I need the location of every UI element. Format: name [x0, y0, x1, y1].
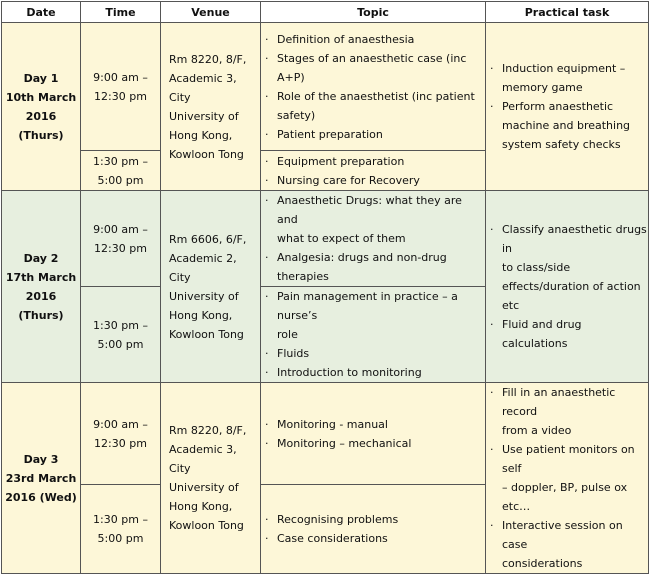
day-date-line: 2016 (Thurs) — [18, 289, 64, 322]
day-row-morning — [2, 191, 649, 287]
time-line: 9:00 am – — [93, 70, 148, 84]
afternoon-time-cell — [81, 287, 161, 383]
time-line: 5:00 pm — [97, 532, 144, 546]
venue-line: Kowloon Tong — [169, 147, 244, 161]
topic-item-line: · Case considerations — [277, 532, 388, 546]
topic-item-line: · Definition of anaesthesia — [277, 32, 415, 46]
venue-line: University of — [169, 481, 239, 494]
time-line: 1:30 pm – — [93, 154, 148, 168]
day-date-line: Day 3 — [23, 452, 59, 466]
venue-line: University of — [169, 289, 239, 303]
task-item — [486, 97, 648, 154]
venue-line: Rm 8220, 8/F, — [169, 52, 247, 66]
day-row-morning — [2, 383, 649, 485]
topic-item-line: · Pain management in practice – a nurse’s — [277, 290, 458, 322]
time-line: 1:30 pm – — [93, 513, 148, 527]
topic-item — [263, 152, 485, 171]
task-item — [486, 383, 648, 440]
venue-cell — [161, 383, 261, 574]
time-line: 5:00 pm — [97, 173, 144, 187]
task-item-line: memory game — [502, 81, 583, 94]
topic-item — [263, 415, 485, 434]
venue-line: Academic 2, City — [169, 251, 237, 284]
topic-item — [263, 191, 485, 248]
task-item-line: · Fluid and drug calculations — [502, 318, 582, 350]
venue-line: Kowloon Tong — [169, 327, 244, 341]
day-date-cell — [2, 191, 81, 383]
topic-item — [263, 248, 485, 286]
topic-item-line: · Analgesia: drugs and non-drug therapies — [277, 251, 447, 283]
topic-item-line: · Patient preparation — [277, 127, 383, 141]
morning-topics-cell — [261, 383, 486, 485]
venue-line: Hong Kong, — [169, 500, 233, 513]
topic-item-line: · Stages of an anaesthetic case (inc A+P) — [277, 51, 467, 84]
topic-item-line: · Recognising problems — [277, 513, 399, 527]
topic-item — [263, 363, 485, 382]
task-item — [486, 220, 648, 315]
venue-line: Rm 8220, 8/F, — [169, 424, 247, 437]
topic-item-line: · Role of the anaesthetist (inc patient — [277, 89, 475, 103]
day-date-line: Day 2 — [23, 251, 59, 265]
header-practical-task: Practical task — [486, 2, 649, 23]
time-line: 12:30 pm — [94, 241, 147, 255]
task-item-line: · Use patient monitors on self — [502, 443, 635, 475]
topic-item-line: · Fluids — [277, 347, 310, 360]
day-date-line: 2016 (Wed) — [5, 490, 77, 504]
topic-item-line: · Equipment preparation — [277, 154, 405, 168]
topic-item-line: · Monitoring – mechanical — [277, 436, 412, 450]
task-item-line: · Fill in an anaesthetic record — [502, 386, 616, 418]
time-line: 12:30 pm — [94, 89, 147, 103]
morning-topics-cell — [261, 191, 486, 287]
topic-item-line: · Anaesthetic Drugs: what they are and — [277, 194, 462, 226]
topic-item-line: · Monitoring - manual — [277, 417, 388, 431]
day-date-line: 10th March — [5, 90, 77, 104]
topic-item — [263, 434, 485, 453]
afternoon-time-cell — [81, 485, 161, 574]
venue-cell — [161, 191, 261, 383]
afternoon-topics-cell — [261, 287, 486, 383]
task-item-line: from a video — [502, 424, 572, 437]
morning-topics-cell — [261, 23, 486, 151]
afternoon-time-cell — [81, 151, 161, 191]
task-item-line: considerations — [502, 557, 583, 570]
venue-line: Rm 6606, 6/F, — [169, 232, 247, 246]
task-item — [486, 315, 648, 353]
venue-line: Academic 3, City — [169, 443, 237, 475]
task-item-line: · Interactive session on case — [502, 519, 623, 551]
topic-item — [263, 125, 485, 144]
topic-item — [263, 87, 485, 125]
task-item — [486, 516, 648, 573]
topic-item-line: safety) — [277, 108, 316, 122]
task-item-line: system safety checks — [502, 138, 621, 151]
header-date: Date — [2, 2, 81, 23]
task-item — [486, 59, 648, 97]
venue-cell — [161, 23, 261, 191]
day-row-morning — [2, 23, 649, 151]
morning-time-cell — [81, 383, 161, 485]
day-date-line: 17th March — [5, 270, 77, 284]
task-item-line: – doppler, BP, pulse ox etc… — [502, 481, 628, 513]
venue-line: Kowloon Tong — [169, 519, 244, 532]
day-date-line: 2016 (Thurs) — [18, 109, 64, 142]
task-item-line: · Classify anaesthetic drugs in — [502, 223, 647, 255]
venue-line: Hong Kong, — [169, 128, 233, 142]
schedule-body — [2, 23, 649, 574]
day-date-cell — [2, 23, 81, 191]
topic-item — [263, 171, 485, 190]
topic-item — [263, 510, 485, 529]
task-item-line: machine and breathing — [502, 119, 631, 132]
topic-item — [263, 529, 485, 548]
topic-item — [263, 49, 485, 87]
task-item — [486, 440, 648, 516]
topic-item-line: role — [277, 328, 298, 341]
header-row — [2, 2, 649, 23]
topic-item-line: · Introduction to monitoring — [277, 366, 422, 379]
venue-line: University of — [169, 109, 239, 123]
task-item-line: effects/duration of action — [502, 280, 641, 293]
practical-task-cell — [486, 191, 649, 383]
time-line: 9:00 am – — [93, 222, 148, 236]
time-line: 12:30 pm — [94, 436, 147, 450]
afternoon-topics-cell — [261, 151, 486, 191]
time-line: 5:00 pm — [97, 337, 144, 351]
task-item-line: · Induction equipment – — [502, 62, 626, 75]
header-topic: Topic — [261, 2, 486, 23]
topic-item-line: · Nursing care for Recovery — [277, 173, 420, 187]
venue-line: Hong Kong, — [169, 308, 233, 322]
morning-time-cell — [81, 191, 161, 287]
task-item-line: · Perform anaesthetic — [502, 100, 614, 113]
practical-task-cell — [486, 383, 649, 574]
time-line: 1:30 pm – — [93, 318, 148, 332]
topic-item — [263, 30, 485, 49]
schedule-table — [1, 1, 649, 574]
day-date-line: 23rd March — [5, 471, 77, 485]
header-time: Time — [81, 2, 161, 23]
time-line: 9:00 am – — [93, 417, 148, 431]
topic-item — [263, 344, 485, 363]
day-date-cell — [2, 383, 81, 574]
afternoon-topics-cell — [261, 485, 486, 574]
practical-task-cell — [486, 23, 649, 191]
venue-line: Academic 3, City — [169, 71, 237, 104]
topic-item-line: what to expect of them — [277, 232, 406, 245]
morning-time-cell — [81, 23, 161, 151]
day-date-line: Day 1 — [23, 71, 59, 85]
task-item-line: etc — [502, 299, 520, 312]
topic-item — [263, 287, 485, 344]
task-item-line: to class/side — [502, 261, 571, 274]
header-venue: Venue — [161, 2, 261, 23]
